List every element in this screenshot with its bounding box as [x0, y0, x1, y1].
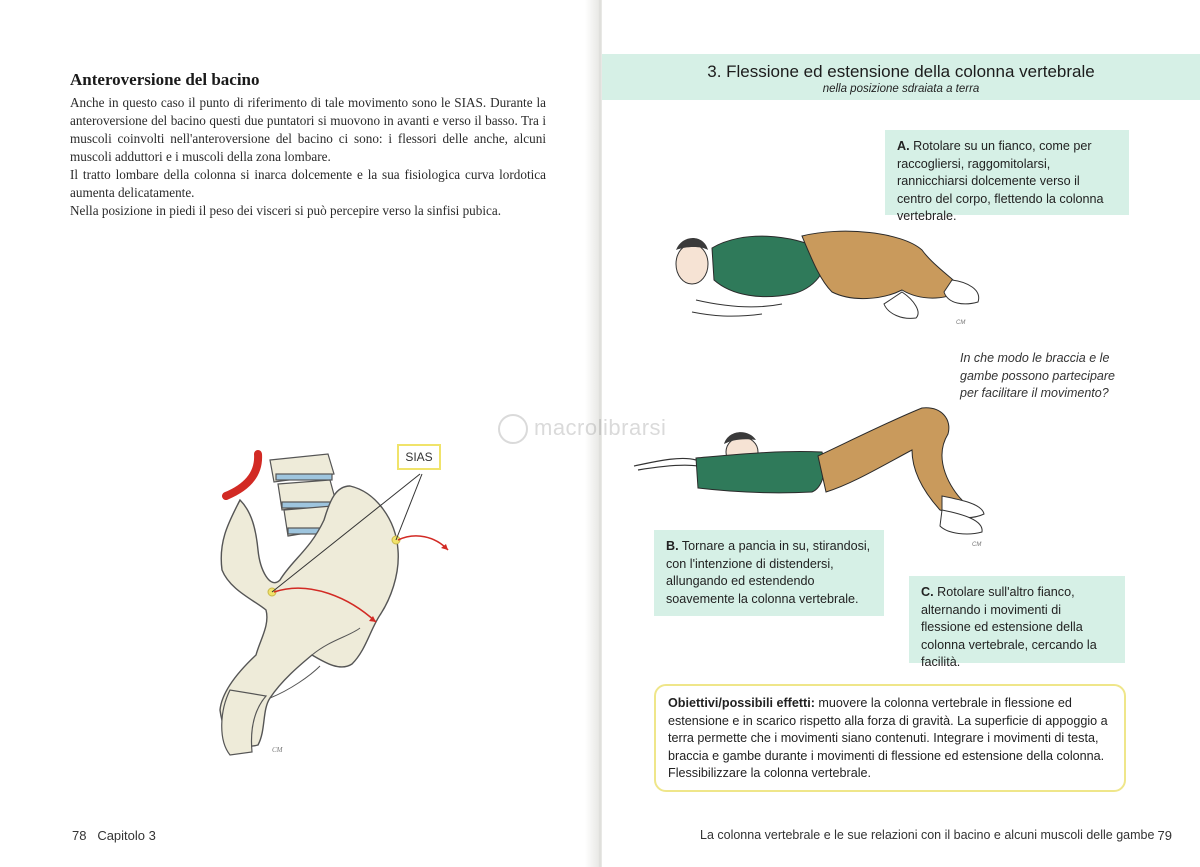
- section-title: Anteroversione del bacino: [70, 70, 260, 89]
- exercise-title: 3. Flessione ed estensione della colonna vertebrale: [707, 62, 1095, 81]
- goals-text: muovere la colonna vertebrale in flessione ed estensione e in scarico rispetto alla forza di gravità. La superficie di appoggio a terra permette che i movimenti siano contenuti. Integrare i movimenti di testa, braccia e gambe durante i movimenti di flessione ed estensione della colonna. Flessibilizzare la colonna vertebrale.: [668, 696, 1108, 780]
- step-a-letter: A.: [897, 139, 910, 153]
- page-footer-right: [700, 828, 1154, 842]
- question-text: In che modo le braccia e le gambe possono partecipare per facilitare il movimento?: [960, 351, 1115, 400]
- watermark-text: macrolibrarsi: [534, 414, 667, 440]
- page-number-right: 79: [1157, 828, 1172, 843]
- exercise-subtitle: nella posizione sdraiata a terra: [822, 83, 980, 95]
- leaf-icon: [498, 414, 528, 444]
- goals-box: [654, 684, 1126, 792]
- step-b-text: Tornare a pancia in su, stirandosi, con l'intenzione di distendersi, allungando ed estendendo soavemente la colonna vertebrale.: [666, 539, 871, 606]
- step-c-text: Rotolare sull'altro fianco, alternando i movimenti di flessione ed estensione della colonna vertebrale, cercando la facilità.: [921, 585, 1097, 669]
- svg-text:CM: CM: [972, 542, 982, 548]
- page-footer-left: [72, 828, 156, 843]
- step-b-box: [654, 530, 884, 616]
- figure-supine: [632, 400, 1012, 550]
- chapter-label: Capitolo 3: [97, 828, 156, 843]
- step-a-text: Rotolare su un fianco, come per raccogliersi, raggomitolarsi, rannicchiarsi dolcemente verso il centro del corpo, flettendo la colonna vertebrale.: [897, 139, 1104, 223]
- svg-text:CM: CM: [956, 320, 966, 326]
- step-a-box: [885, 130, 1129, 223]
- footer-text: La colonna vertebrale e le sue relazioni con il bacino e alcuni muscoli delle gambe: [700, 828, 1155, 842]
- page-number: 78: [72, 828, 87, 843]
- right-page: [602, 0, 1200, 867]
- figure-curled-side: [652, 220, 992, 330]
- watermark: [498, 414, 666, 444]
- body-text: [70, 94, 546, 220]
- svg-text:CM: CM: [272, 746, 283, 754]
- sias-label: SIAS: [397, 444, 441, 470]
- pelvis-illustration: [200, 440, 460, 770]
- paragraph-1: Anche in questo caso il punto di riferimento di tale movimento sono le SIAS. Durante la anteroversione del bacino questi due puntatori si muovono in avanti e verso il basso. Tra i muscoli coinvolti nell'anteroversione del bacino ci sono: i flessori delle anche, alcuni muscoli adduttori e i muscoli della zona lombare.: [70, 95, 546, 164]
- paragraph-2: Il tratto lombare della colonna si inarca dolcemente e la sua fisiologica curva lordotica aumenta delicatamente.: [70, 167, 546, 200]
- paragraph-3: Nella posizione in piedi il peso dei visceri si può percepire verso la sinfisi pubica.: [70, 203, 502, 218]
- red-arrow-icon: [398, 536, 448, 550]
- step-b-letter: B.: [666, 539, 679, 553]
- red-arc-icon: [226, 454, 258, 496]
- step-c-letter: C.: [921, 585, 934, 599]
- step-c-box: [909, 576, 1125, 669]
- goals-label: Obiettivi/possibili effetti:: [668, 696, 815, 710]
